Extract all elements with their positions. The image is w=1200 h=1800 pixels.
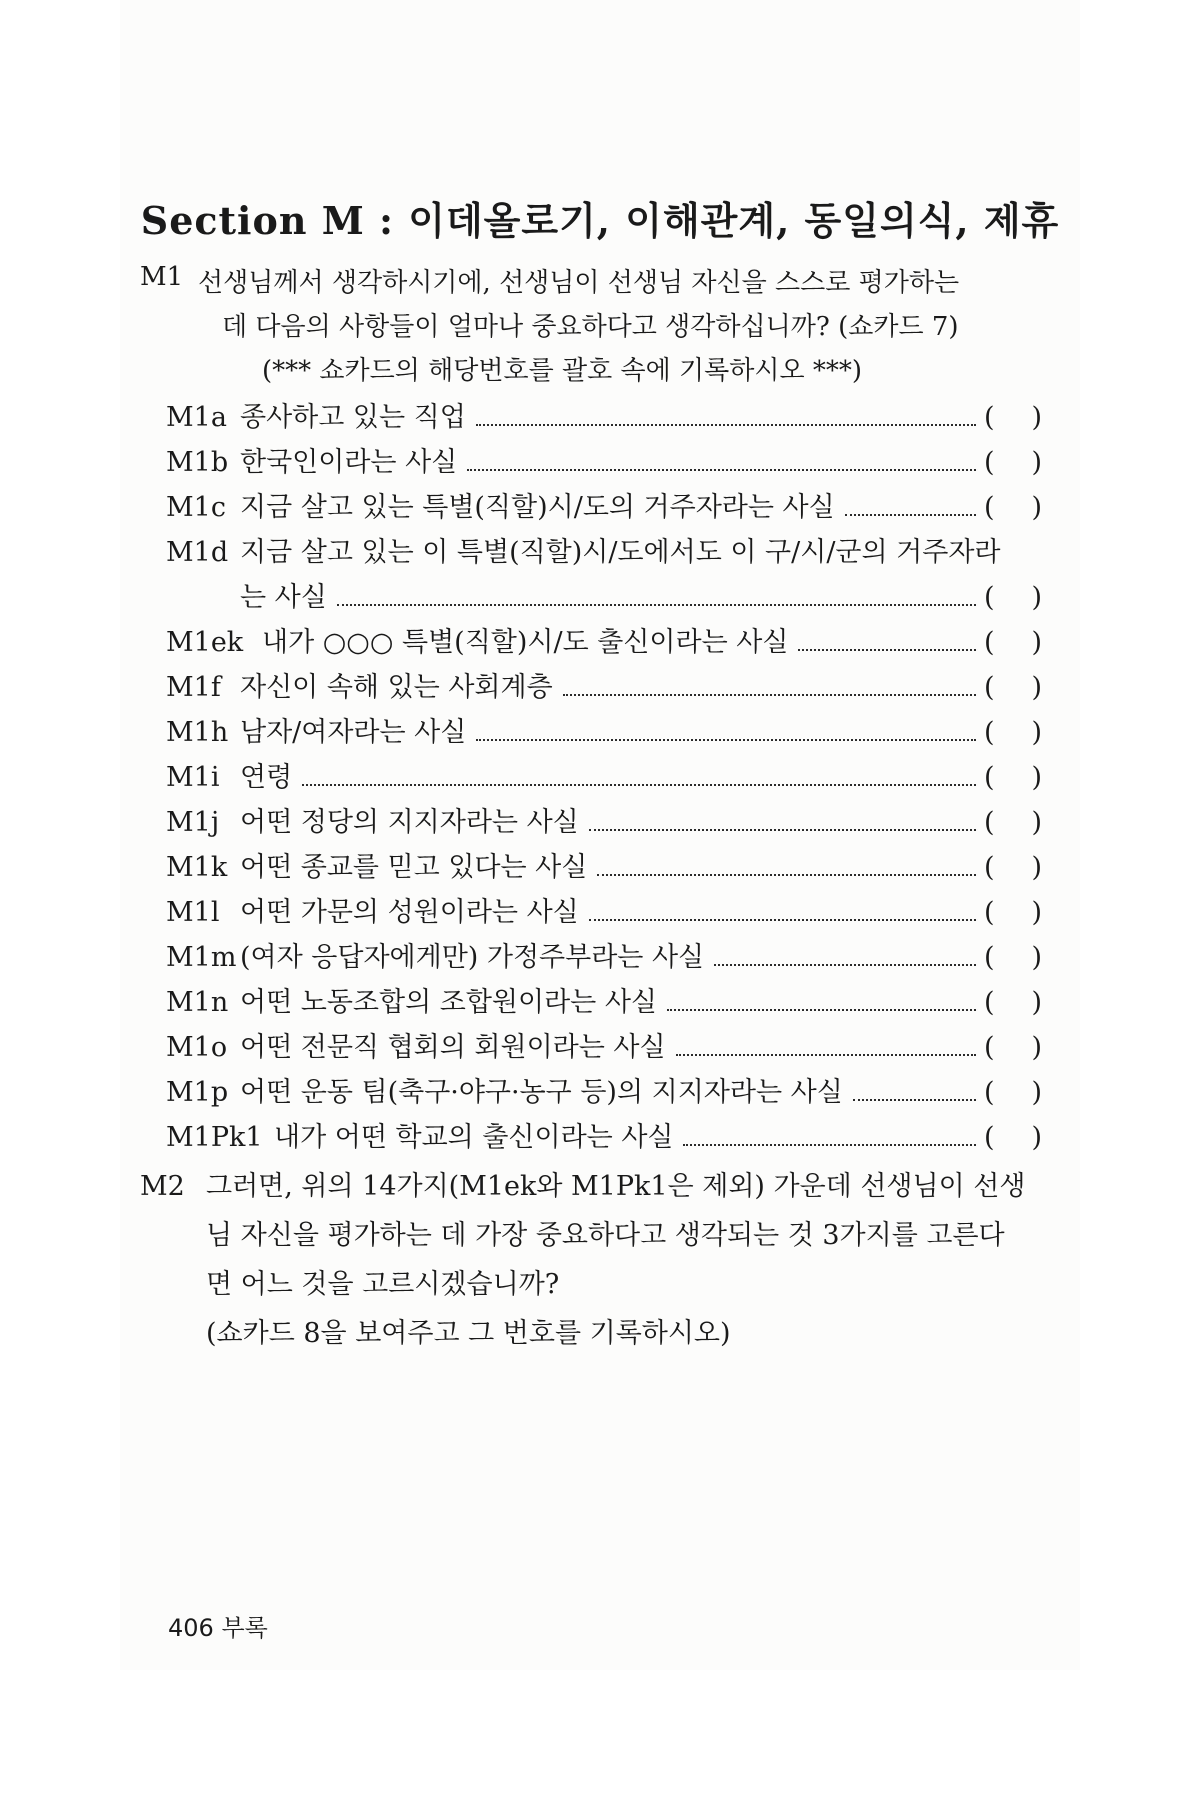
item-text: 종사하고 있는 직업 bbox=[240, 402, 466, 433]
list-item bbox=[166, 395, 1042, 435]
leader-dots bbox=[589, 905, 976, 921]
item-text: 한국인이라는 사실 bbox=[240, 447, 458, 478]
answer-field[interactable]: ( ) bbox=[984, 942, 1042, 973]
item-code: M1i bbox=[166, 762, 220, 793]
list-item bbox=[166, 440, 1042, 480]
section-title: Section M : 이데올로기, 이해관계, 동일의식, 제휴 bbox=[140, 198, 1060, 243]
item-code: M1k bbox=[166, 852, 228, 883]
item-code: M1h bbox=[166, 717, 229, 748]
page-footer: 406 부록 bbox=[168, 1614, 268, 1642]
item-text: 지금 살고 있는 이 특별(직할)시/도에서도 이 구/시/군의 거주자라 bbox=[240, 537, 1001, 568]
list-item bbox=[166, 890, 1042, 930]
list-item bbox=[166, 935, 1042, 975]
answer-field[interactable]: ( ) bbox=[984, 492, 1042, 523]
leader-dots bbox=[467, 455, 976, 471]
answer-field[interactable]: ( ) bbox=[984, 717, 1042, 748]
answer-field[interactable]: ( ) bbox=[984, 897, 1042, 928]
answer-field[interactable]: ( ) bbox=[984, 1032, 1042, 1063]
leader-dots bbox=[597, 860, 976, 876]
item-code: M1a bbox=[166, 402, 227, 433]
leader-dots bbox=[683, 1130, 976, 1146]
question-text-line: 님 자신을 평가하는 데 가장 중요하다고 생각되는 것 3가지를 고른다 bbox=[206, 1220, 1005, 1251]
answer-field[interactable]: ( ) bbox=[984, 762, 1042, 793]
item-code: M1c bbox=[166, 492, 226, 523]
list-item bbox=[166, 485, 1042, 525]
item-text: 지금 살고 있는 특별(직할)시/도의 거주자라는 사실 bbox=[240, 492, 835, 523]
list-item bbox=[166, 530, 1042, 570]
leader-dots bbox=[337, 590, 976, 606]
instruction-line: (*** 쇼카드의 해당번호를 괄호 속에 기록하시오 ***) bbox=[262, 356, 862, 386]
list-item bbox=[166, 1070, 1042, 1110]
item-text: 어떤 운동 팀(축구·야구·농구 등)의 지지자라는 사실 bbox=[240, 1077, 843, 1108]
item-text: 는 사실 bbox=[240, 582, 327, 613]
leader-dots bbox=[714, 950, 976, 966]
question-text-line: 면 어느 것을 고르시겠습니까? bbox=[206, 1269, 560, 1300]
item-code: M1d bbox=[166, 537, 229, 568]
list-item bbox=[166, 980, 1042, 1020]
leader-dots bbox=[676, 1040, 976, 1056]
answer-field[interactable]: ( ) bbox=[984, 807, 1042, 838]
question-text-line: 선생님께서 생각하시기에, 선생님이 선생님 자신을 스스로 평가하는 bbox=[198, 268, 960, 298]
leader-dots bbox=[476, 410, 976, 426]
item-code: M1p bbox=[166, 1077, 229, 1108]
item-text: 어떤 정당의 지지자라는 사실 bbox=[240, 807, 579, 838]
question-text-line: 데 다음의 사항들이 얼마나 중요하다고 생각하십니까? (쇼카드 7) bbox=[222, 312, 959, 342]
answer-field[interactable]: ( ) bbox=[984, 447, 1042, 478]
item-text: 남자/여자라는 사실 bbox=[240, 717, 467, 748]
list-item bbox=[166, 800, 1042, 840]
answer-field[interactable]: ( ) bbox=[984, 672, 1042, 703]
answer-field[interactable]: ( ) bbox=[984, 852, 1042, 883]
item-text: 어떤 종교를 믿고 있다는 사실 bbox=[240, 852, 588, 883]
item-code: M1j bbox=[166, 807, 220, 838]
list-item bbox=[166, 1115, 1042, 1155]
answer-field[interactable]: ( ) bbox=[984, 987, 1042, 1018]
question-text bbox=[206, 1162, 1066, 1358]
item-text: 내가 어떤 학교의 출신이라는 사실 bbox=[274, 1122, 674, 1153]
item-code: M1n bbox=[166, 987, 229, 1018]
list-item bbox=[166, 710, 1042, 750]
item-text: 어떤 전문직 협회의 회원이라는 사실 bbox=[240, 1032, 666, 1063]
leader-dots bbox=[302, 770, 976, 786]
answer-field[interactable]: ( ) bbox=[984, 627, 1042, 658]
item-code: M1f bbox=[166, 672, 221, 703]
list-item-continuation bbox=[240, 575, 1042, 615]
leader-dots bbox=[798, 635, 976, 651]
leader-dots bbox=[589, 815, 976, 831]
item-code: M1b bbox=[166, 447, 229, 478]
leader-dots bbox=[853, 1085, 976, 1101]
list-item bbox=[166, 1025, 1042, 1065]
item-code: M1o bbox=[166, 1032, 228, 1063]
answer-field[interactable]: ( ) bbox=[984, 402, 1042, 433]
answer-field[interactable]: ( ) bbox=[984, 1077, 1042, 1108]
list-item bbox=[166, 845, 1042, 885]
list-item bbox=[166, 620, 1042, 660]
item-code: M1Pk1 bbox=[166, 1122, 263, 1153]
leader-dots bbox=[667, 995, 976, 1011]
item-text: 어떤 가문의 성원이라는 사실 bbox=[240, 897, 579, 928]
item-text: 어떤 노동조합의 조합원이라는 사실 bbox=[240, 987, 657, 1018]
item-text: (여자 응답자에게만) 가정주부라는 사실 bbox=[240, 942, 705, 973]
item-text: 연령 bbox=[240, 762, 293, 793]
question-code: M2 bbox=[140, 1171, 185, 1202]
answer-field[interactable]: ( ) bbox=[984, 582, 1042, 613]
leader-dots bbox=[563, 680, 976, 696]
item-code: M1l bbox=[166, 897, 220, 928]
list-item bbox=[166, 665, 1042, 705]
question-text-line: 그러면, 위의 14가지(M1ek와 M1Pk1은 제외) 가운데 선생님이 선생 bbox=[206, 1171, 1026, 1202]
item-text: 자신이 속해 있는 사회계층 bbox=[240, 672, 553, 703]
list-item bbox=[166, 755, 1042, 795]
item-text: 내가 ○○○ 특별(직할)시/도 출신이라는 사실 bbox=[262, 627, 789, 658]
answer-field[interactable]: ( ) bbox=[984, 1122, 1042, 1153]
question-code: M1 bbox=[140, 262, 184, 292]
item-code: M1ek bbox=[166, 627, 244, 658]
leader-dots bbox=[476, 725, 976, 741]
item-code: M1m bbox=[166, 942, 237, 973]
instruction-line: (쇼카드 8을 보여주고 그 번호를 기록하시오) bbox=[206, 1318, 731, 1349]
leader-dots bbox=[845, 500, 976, 516]
